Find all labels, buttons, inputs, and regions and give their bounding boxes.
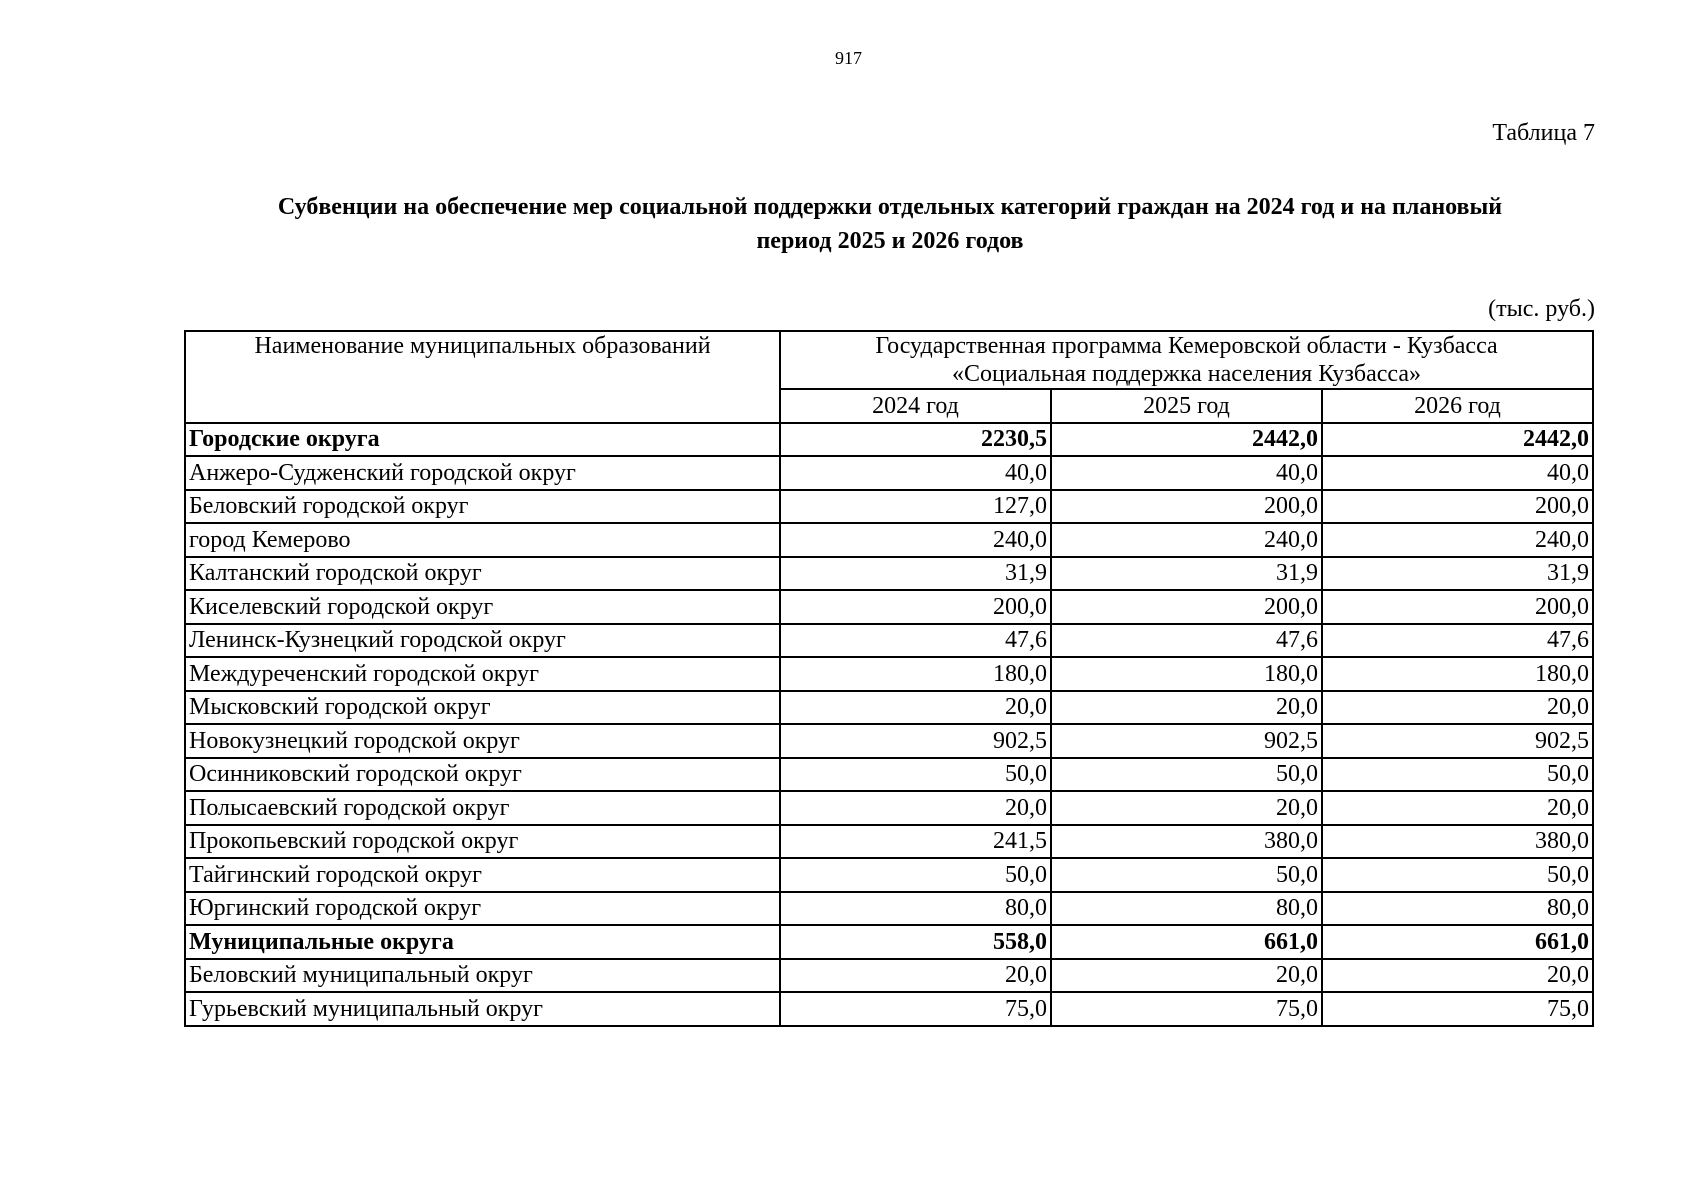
municipality-name-cell: Ленинск-Кузнецкий городской округ [185, 624, 780, 658]
header-year-2025: 2025 год [1051, 389, 1322, 423]
value-2026-cell: 240,0 [1322, 523, 1593, 557]
table-row [185, 657, 1593, 691]
value-2026-cell: 380,0 [1322, 825, 1593, 859]
municipality-name-cell: Осинниковский городской округ [185, 758, 780, 792]
value-2025-cell: 50,0 [1051, 858, 1322, 892]
units-label: (тыс. руб.) [1488, 296, 1595, 322]
value-2026-cell: 200,0 [1322, 490, 1593, 524]
table-row [185, 925, 1593, 959]
value-2025-cell: 40,0 [1051, 456, 1322, 490]
value-2025-cell: 31,9 [1051, 557, 1322, 591]
table-row [185, 858, 1593, 892]
value-2024-cell: 20,0 [780, 959, 1051, 993]
value-2024-cell: 240,0 [780, 523, 1051, 557]
value-2026-cell: 200,0 [1322, 590, 1593, 624]
value-2025-cell: 20,0 [1051, 959, 1322, 993]
municipality-name-cell: Киселевский городской округ [185, 590, 780, 624]
value-2024-cell: 40,0 [780, 456, 1051, 490]
document-title [180, 190, 1600, 258]
value-2026-cell: 902,5 [1322, 724, 1593, 758]
value-2026-cell: 20,0 [1322, 691, 1593, 725]
municipality-name-cell: Полысаевский городской округ [185, 791, 780, 825]
value-2025-cell: 75,0 [1051, 992, 1322, 1026]
header-program-line-1: Государственная программа Кемеровской области - Кузбасса [875, 333, 1498, 359]
table-header-row [185, 331, 1593, 389]
value-2026-cell: 75,0 [1322, 992, 1593, 1026]
municipality-name-cell: Муниципальные округа [185, 925, 780, 959]
page-number: 917 [835, 48, 862, 68]
value-2026-cell: 40,0 [1322, 456, 1593, 490]
value-2026-cell: 661,0 [1322, 925, 1593, 959]
value-2024-cell: 50,0 [780, 758, 1051, 792]
value-2026-cell: 31,9 [1322, 557, 1593, 591]
value-2025-cell: 20,0 [1051, 791, 1322, 825]
value-2025-cell: 50,0 [1051, 758, 1322, 792]
municipality-name-cell: Мысковский городской округ [185, 691, 780, 725]
municipality-name-cell: Калтанский городской округ [185, 557, 780, 591]
title-line-1: Субвенции на обеспечение мер социальной поддержки отдельных категорий граждан на 2024 год и на плановый [277, 194, 1503, 220]
municipality-name-cell: Новокузнецкий городской округ [185, 724, 780, 758]
value-2026-cell: 50,0 [1322, 758, 1593, 792]
value-2026-cell: 50,0 [1322, 858, 1593, 892]
header-program [780, 331, 1593, 389]
table-row [185, 724, 1593, 758]
value-2025-cell: 902,5 [1051, 724, 1322, 758]
table-row [185, 758, 1593, 792]
value-2024-cell: 180,0 [780, 657, 1051, 691]
table-row [185, 590, 1593, 624]
value-2026-cell: 47,6 [1322, 624, 1593, 658]
value-2024-cell: 241,5 [780, 825, 1051, 859]
value-2024-cell: 75,0 [780, 992, 1051, 1026]
value-2025-cell: 80,0 [1051, 892, 1322, 926]
value-2025-cell: 20,0 [1051, 691, 1322, 725]
value-2024-cell: 200,0 [780, 590, 1051, 624]
table-row [185, 423, 1593, 457]
value-2025-cell: 47,6 [1051, 624, 1322, 658]
value-2025-cell: 200,0 [1051, 590, 1322, 624]
value-2025-cell: 180,0 [1051, 657, 1322, 691]
value-2026-cell: 180,0 [1322, 657, 1593, 691]
municipality-name-cell: Междуреченский городской округ [185, 657, 780, 691]
table-body [185, 423, 1593, 1026]
table-row [185, 992, 1593, 1026]
value-2025-cell: 2442,0 [1051, 423, 1322, 457]
table-row [185, 557, 1593, 591]
municipality-name-cell: Гурьевский муниципальный округ [185, 992, 780, 1026]
municipality-name-cell: Беловский городской округ [185, 490, 780, 524]
value-2024-cell: 80,0 [780, 892, 1051, 926]
table-row [185, 959, 1593, 993]
value-2024-cell: 20,0 [780, 691, 1051, 725]
value-2024-cell: 902,5 [780, 724, 1051, 758]
value-2025-cell: 240,0 [1051, 523, 1322, 557]
value-2025-cell: 661,0 [1051, 925, 1322, 959]
table-row [185, 624, 1593, 658]
value-2024-cell: 2230,5 [780, 423, 1051, 457]
municipality-name-cell: Юргинский городской округ [185, 892, 780, 926]
header-municipality-name: Наименование муниципальных образований [185, 331, 780, 423]
municipality-name-cell: Тайгинский городской округ [185, 858, 780, 892]
table-row [185, 523, 1593, 557]
value-2026-cell: 20,0 [1322, 959, 1593, 993]
header-year-2024: 2024 год [780, 389, 1051, 423]
value-2026-cell: 20,0 [1322, 791, 1593, 825]
value-2024-cell: 31,9 [780, 557, 1051, 591]
subsidies-table [184, 330, 1594, 1027]
municipality-name-cell: Беловский муниципальный округ [185, 959, 780, 993]
value-2026-cell: 80,0 [1322, 892, 1593, 926]
table-row [185, 490, 1593, 524]
value-2026-cell: 2442,0 [1322, 423, 1593, 457]
table-row [185, 892, 1593, 926]
table-row [185, 791, 1593, 825]
table-row [185, 825, 1593, 859]
municipality-name-cell: Прокопьевский городской округ [185, 825, 780, 859]
value-2024-cell: 50,0 [780, 858, 1051, 892]
table-row [185, 691, 1593, 725]
table-label: Таблица 7 [1492, 120, 1595, 146]
value-2025-cell: 200,0 [1051, 490, 1322, 524]
title-line-2: период 2025 и 2026 годов [756, 228, 1024, 254]
value-2024-cell: 558,0 [780, 925, 1051, 959]
value-2024-cell: 20,0 [780, 791, 1051, 825]
value-2024-cell: 47,6 [780, 624, 1051, 658]
municipality-name-cell: город Кемерово [185, 523, 780, 557]
header-year-2026: 2026 год [1322, 389, 1593, 423]
municipality-name-cell: Анжеро-Судженский городской округ [185, 456, 780, 490]
header-program-line-2: «Социальная поддержка населения Кузбасса» [952, 361, 1422, 387]
table-row [185, 456, 1593, 490]
value-2024-cell: 127,0 [780, 490, 1051, 524]
value-2025-cell: 380,0 [1051, 825, 1322, 859]
municipality-name-cell: Городские округа [185, 423, 780, 457]
